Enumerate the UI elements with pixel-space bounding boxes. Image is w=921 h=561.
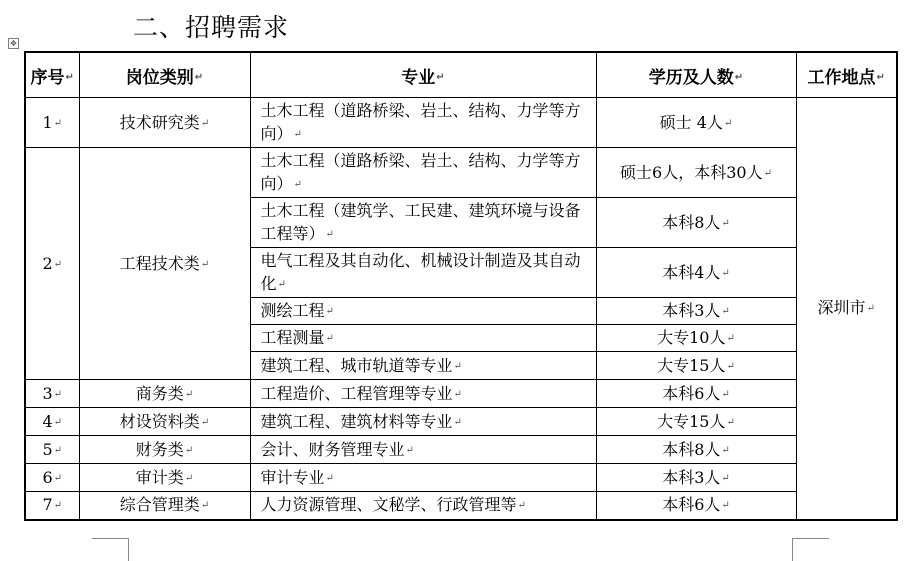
cell-education-text: 本科3人 ↵ <box>662 468 730 487</box>
cell-major-text: 建筑工程、城市轨道等专业 ↵ <box>261 356 462 375</box>
cell-major <box>250 464 596 492</box>
cell-category <box>79 380 250 408</box>
cell-education <box>596 436 796 464</box>
section-title: 二、招聘需求 <box>133 13 290 42</box>
cell-category-text: 工程技术类 ↵ <box>120 254 209 273</box>
cell-education-text: 大专15人 ↵ <box>657 356 735 375</box>
cell-index <box>25 436 79 464</box>
cell-index-text: 7 ↵ <box>42 495 62 514</box>
cell-category-text: 技术研究类 ↵ <box>120 113 209 132</box>
cell-major <box>250 248 596 298</box>
cell-category <box>79 436 250 464</box>
header-index: 序号 ↵ <box>25 52 79 98</box>
table-row <box>25 464 897 492</box>
cell-category-text: 商务类 ↵ <box>136 384 193 403</box>
cell-index <box>25 98 79 148</box>
table-row <box>25 148 897 198</box>
cell-major-text: 工程造价、工程管理等专业 ↵ <box>261 384 462 403</box>
page-corner-mark-left <box>92 538 129 561</box>
cell-major-text: 电气工程及其自动化、机械设计制造及其自动化 ↵ <box>261 251 581 293</box>
cell-education <box>596 464 796 492</box>
header-education: 学历及人数 ↵ <box>596 52 796 98</box>
cell-education <box>596 298 796 325</box>
cell-index <box>25 464 79 492</box>
cell-index-text: 2 ↵ <box>42 254 62 273</box>
cell-education <box>596 98 796 148</box>
cell-education-text: 硕士 4人 ↵ <box>660 113 733 132</box>
table-header-row <box>25 52 897 98</box>
page-corner-mark-right <box>792 538 829 561</box>
cell-category-text: 材设资料类 ↵ <box>120 412 209 431</box>
cell-category-text: 审计类 ↵ <box>136 468 193 487</box>
cell-education <box>596 408 796 436</box>
cell-education-text: 本科8人 ↵ <box>662 213 730 232</box>
cell-education-text: 本科4人 ↵ <box>662 263 730 282</box>
cell-major <box>250 380 596 408</box>
cell-index <box>25 408 79 436</box>
cell-major <box>250 325 596 352</box>
cell-education-text: 大专15人 ↵ <box>657 412 735 431</box>
table-move-handle-icon[interactable]: ✥ <box>8 38 19 49</box>
cell-major-text: 土木工程（道路桥梁、岩土、结构、力学等方向） ↵ <box>261 101 581 143</box>
cell-major <box>250 436 596 464</box>
cell-major <box>250 98 596 148</box>
table-row <box>25 408 897 436</box>
table-row <box>25 436 897 464</box>
cell-major <box>250 148 596 198</box>
cell-major-text: 审计专业 ↵ <box>261 468 334 487</box>
cell-category-text: 财务类 ↵ <box>136 440 193 459</box>
cell-major-text: 会计、财务管理专业 ↵ <box>261 440 414 459</box>
cell-major-text: 测绘工程 ↵ <box>261 301 334 320</box>
cell-major <box>250 352 596 380</box>
cell-category-text: 综合管理类 ↵ <box>120 495 209 514</box>
cell-education-text: 硕士6人，本科30人 ↵ <box>620 163 772 182</box>
cell-education-text: 大专10人 ↵ <box>657 328 735 347</box>
cell-index <box>25 492 79 520</box>
cell-education <box>596 325 796 352</box>
cell-index-text: 1 ↵ <box>42 113 62 132</box>
recruitment-table <box>24 51 898 521</box>
cell-location <box>796 98 897 520</box>
cell-education <box>596 148 796 198</box>
cell-education-text: 本科3人 ↵ <box>662 301 730 320</box>
cell-category <box>79 492 250 520</box>
cell-major-text: 土木工程（道路桥梁、岩土、结构、力学等方向） ↵ <box>261 151 581 193</box>
cell-major <box>250 298 596 325</box>
cell-index-text: 6 ↵ <box>42 468 62 487</box>
cell-location-text: 深圳市 ↵ <box>818 298 875 317</box>
header-category: 岗位类别 ↵ <box>79 52 250 98</box>
cell-index <box>25 148 79 380</box>
table-row <box>25 98 897 148</box>
cell-index <box>25 380 79 408</box>
header-location: 工作地点 ↵ <box>796 52 897 98</box>
cell-index-text: 3 ↵ <box>42 384 62 403</box>
cell-major <box>250 492 596 520</box>
cell-category <box>79 98 250 148</box>
cell-major <box>250 198 596 248</box>
cell-major-text: 土木工程（建筑学、工民建、建筑环境与设备工程等） ↵ <box>261 201 581 243</box>
cell-education <box>596 352 796 380</box>
cell-category <box>79 464 250 492</box>
table-row <box>25 492 897 520</box>
cell-category <box>79 148 250 380</box>
cell-index-text: 5 ↵ <box>42 440 62 459</box>
cell-major-text: 人力资源管理、文秘学、行政管理等 ↵ <box>261 495 526 514</box>
cell-education-text: 本科6人 ↵ <box>662 495 730 514</box>
cell-major-text: 工程测量 ↵ <box>261 328 334 347</box>
cell-category <box>79 408 250 436</box>
cell-education <box>596 380 796 408</box>
cell-index-text: 4 ↵ <box>42 412 62 431</box>
cell-education-text: 本科8人 ↵ <box>662 440 730 459</box>
cell-education-text: 本科6人 ↵ <box>662 384 730 403</box>
header-major: 专业 ↵ <box>250 52 596 98</box>
cell-education <box>596 248 796 298</box>
table-row <box>25 380 897 408</box>
cell-education <box>596 198 796 248</box>
cell-major-text: 建筑工程、建筑材料等专业 ↵ <box>261 412 462 431</box>
cell-education <box>596 492 796 520</box>
cell-major <box>250 408 596 436</box>
